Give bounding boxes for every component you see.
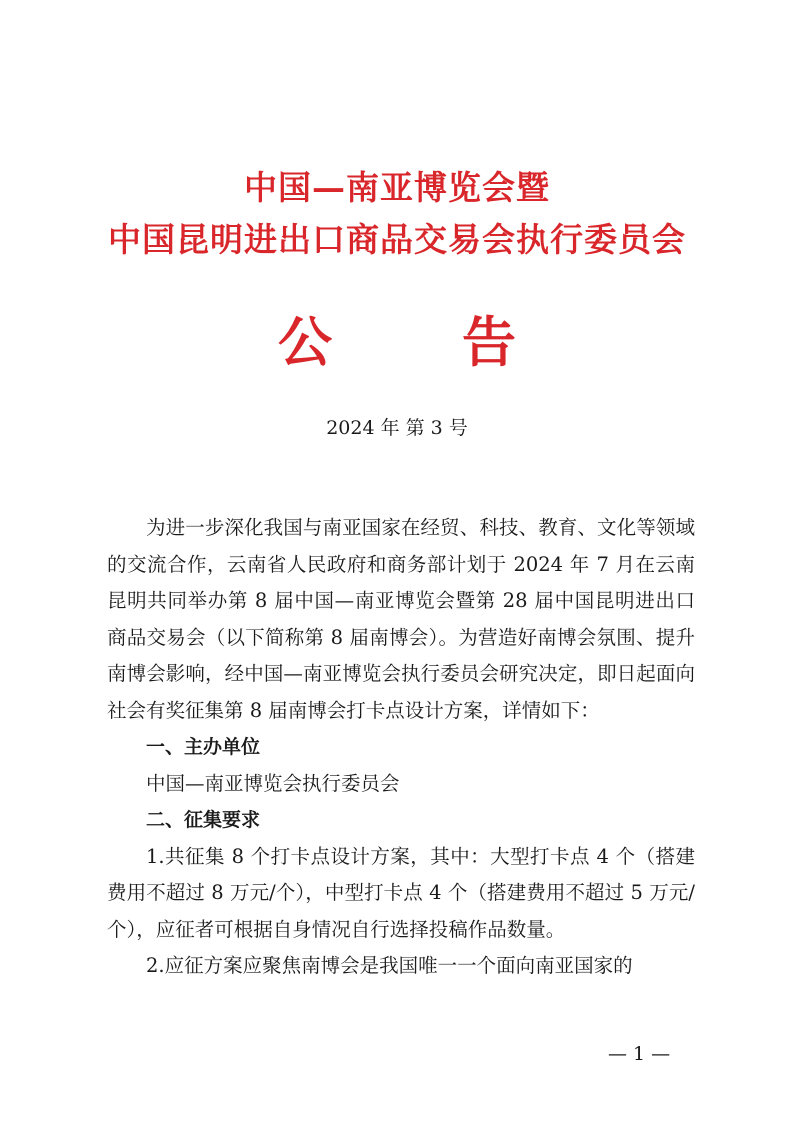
section-2-heading: 二、征集要求 <box>146 809 261 831</box>
section-1-text: 中国—南亚博览会执行委员会 <box>146 771 400 795</box>
intro-paragraph: 为进一步深化我国与南亚国家在经贸、科技、教育、文化等领域的交流合作，云南省人民政府和商务部计划于 2024 年 7 月在云南昆明共同举办第 8 届中国—南亚博览会暨第 28 届中国昆明进出口商品交易会（以下简称第 8 届南博会）。为营造好南博会氛围、提升南博会影响，经中国—南亚博览会执行委员会研究决定，即日起面向社会有奖征集第 8 届南博会打卡点设计方案，详情如下： <box>107 516 695 722</box>
document-number: 2024 年 第 3 号 <box>326 417 468 439</box>
doc-type-char-2: 告 <box>462 310 516 374</box>
issuer-title-line1: 中国—南亚博览会暨 <box>244 168 550 207</box>
page-number: — 1 — <box>608 1043 671 1065</box>
document-body <box>107 510 695 985</box>
requirement-item-1: 1.共征集 8 个打卡点设计方案，其中：大型打卡点 4 个（搭建费用不超过 8 万元/个），中型打卡点 4 个（搭建费用不超过 5 万元/个），应征者可根据自身情况自行选择投稿作品数量。 <box>107 844 695 941</box>
doc-type-char-1: 公 <box>278 310 332 374</box>
requirement-item-2: 2.应征方案应聚焦南博会是我国唯一一个面向南亚国家的 <box>146 954 633 977</box>
doc-type-title <box>0 300 794 377</box>
section-1-heading: 一、主办单位 <box>146 736 261 758</box>
issuer-title-line2: 中国昆明进出口商品交易会执行委员会 <box>108 220 686 259</box>
